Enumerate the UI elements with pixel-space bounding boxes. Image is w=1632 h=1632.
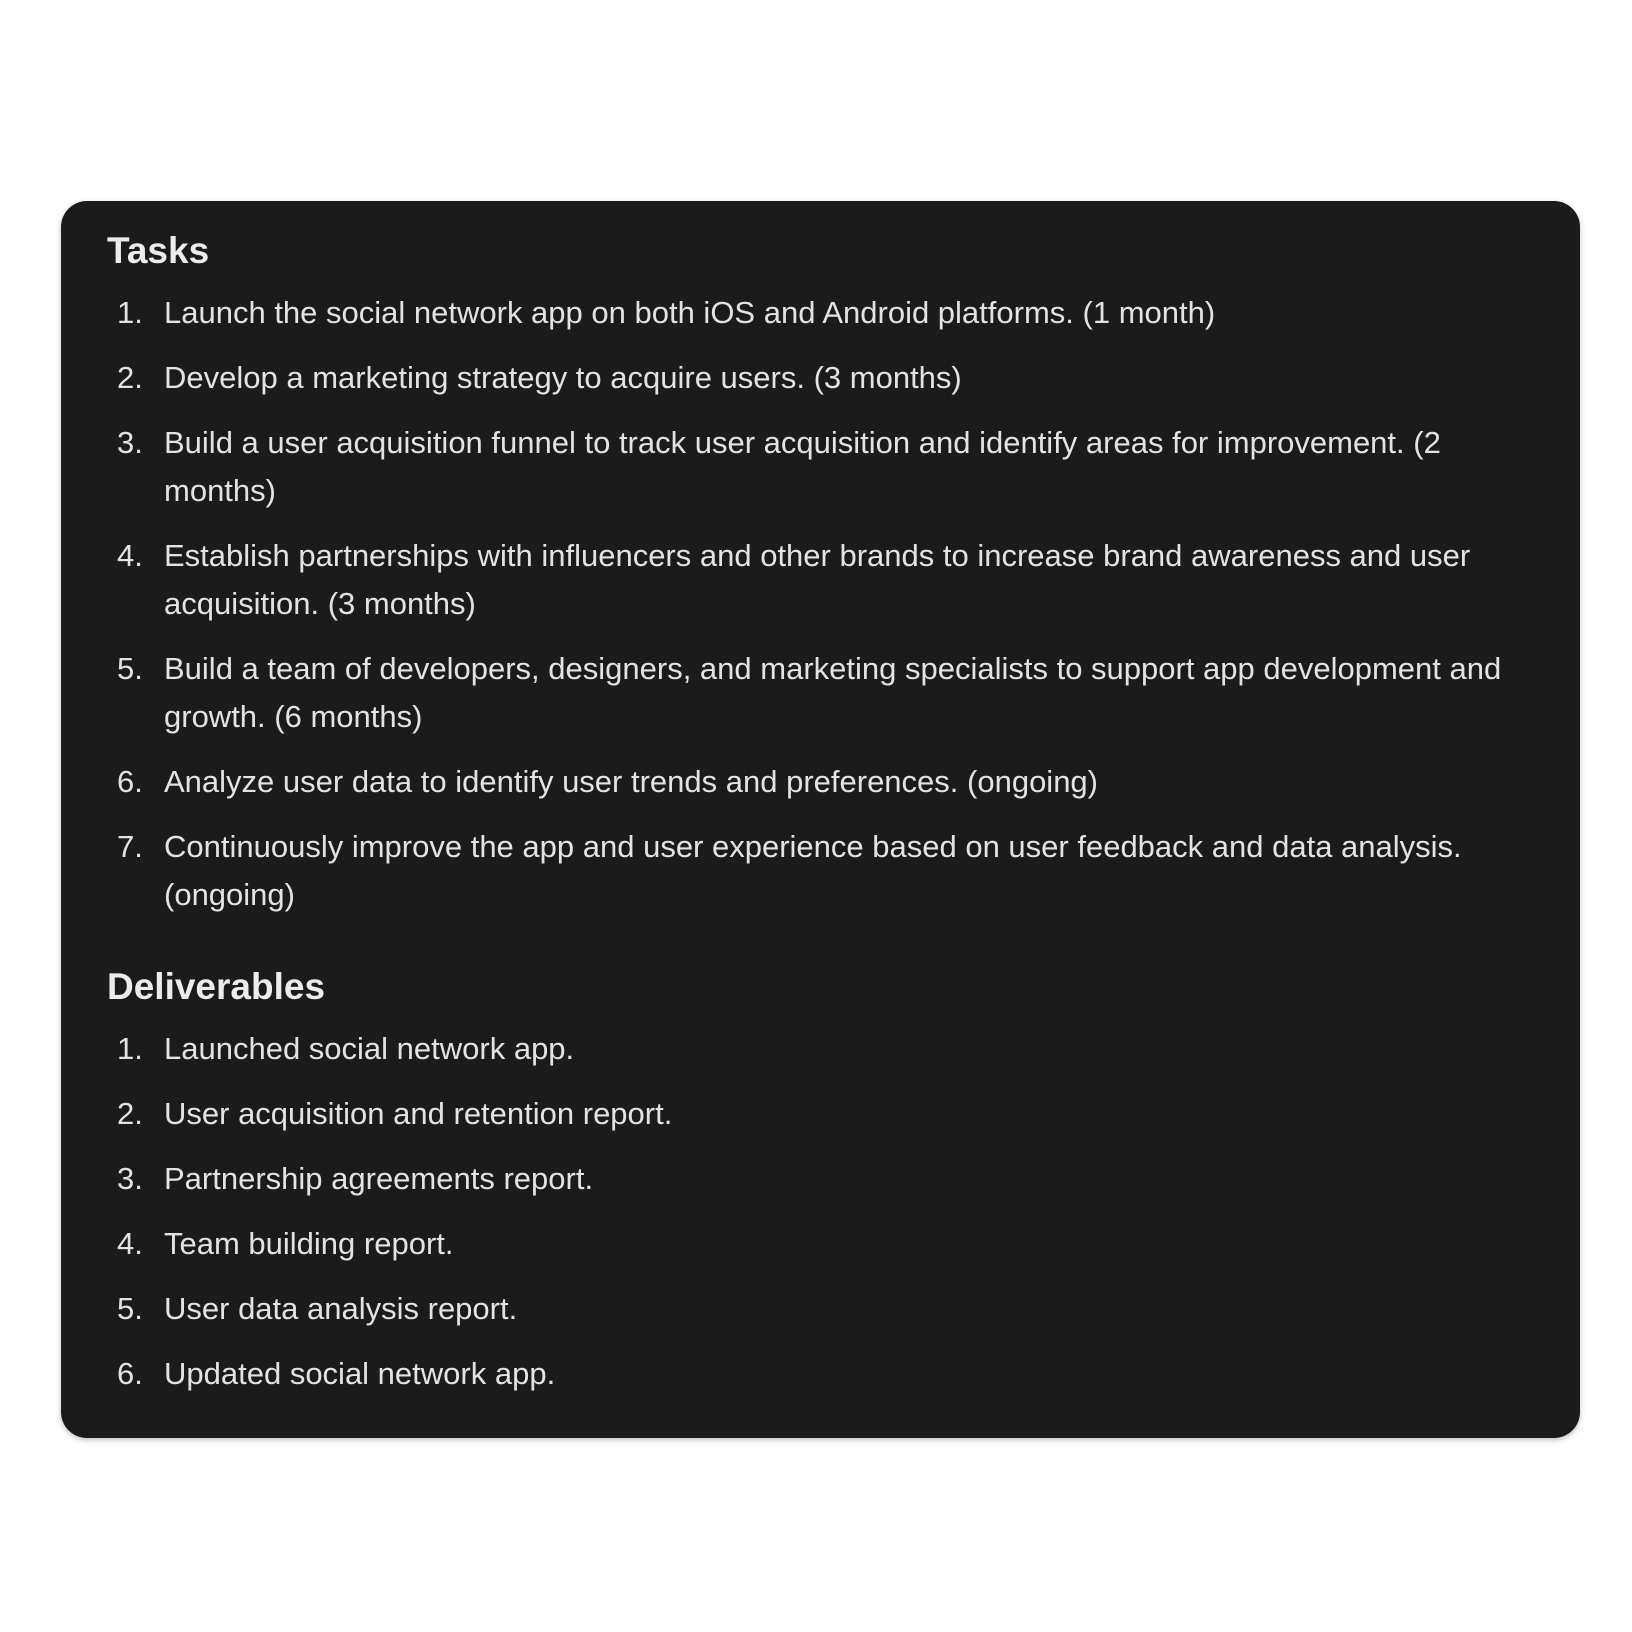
list-number: 4.	[117, 1226, 143, 1261]
list-number: 4.	[117, 538, 143, 573]
list-number: 2.	[117, 360, 143, 395]
task-item	[107, 758, 1534, 806]
list-number: 6.	[117, 1356, 143, 1391]
task-item	[107, 645, 1534, 741]
task-item	[107, 419, 1534, 515]
deliverables-list	[107, 1025, 1534, 1398]
deliverable-text: User data analysis report.	[164, 1291, 518, 1326]
task-item	[107, 354, 1534, 402]
task-item	[107, 532, 1534, 628]
tasks-list	[107, 289, 1534, 919]
deliverables-heading: Deliverables	[107, 966, 326, 1007]
list-number: 2.	[117, 1096, 143, 1131]
deliverable-item	[107, 1350, 1534, 1398]
deliverable-text: Updated social network app.	[164, 1356, 556, 1391]
task-text: Establish partnerships with influencers and other brands to increase brand awareness and user acquisition. (3 months)	[164, 538, 1471, 621]
deliverable-text: User acquisition and retention report.	[164, 1096, 673, 1131]
deliverable-text: Partnership agreements report.	[164, 1161, 594, 1196]
list-number: 1.	[117, 1031, 143, 1066]
list-number: 5.	[117, 1291, 143, 1326]
task-item	[107, 289, 1534, 337]
list-number: 5.	[117, 651, 143, 686]
deliverable-text: Launched social network app.	[164, 1031, 575, 1066]
task-text: Launch the social network app on both iOS and Android platforms. (1 month)	[164, 295, 1216, 330]
list-number: 6.	[117, 764, 143, 799]
deliverable-item	[107, 1285, 1534, 1333]
task-text: Continuously improve the app and user experience based on user feedback and data analysis. (ongoing)	[164, 829, 1462, 912]
task-text: Build a team of developers, designers, and marketing specialists to support app development and growth. (6 months)	[164, 651, 1502, 734]
list-number: 3.	[117, 1161, 143, 1196]
deliverable-text: Team building report.	[164, 1226, 454, 1261]
list-number: 7.	[117, 829, 143, 864]
task-text: Develop a marketing strategy to acquire users. (3 months)	[164, 360, 962, 395]
task-text: Analyze user data to identify user trends and preferences. (ongoing)	[164, 764, 1098, 799]
list-number: 1.	[117, 295, 143, 330]
deliverable-item	[107, 1025, 1534, 1073]
task-item	[107, 823, 1534, 919]
deliverable-item	[107, 1155, 1534, 1203]
deliverable-item	[107, 1220, 1534, 1268]
list-number: 3.	[117, 425, 143, 460]
tasks-heading: Tasks	[107, 230, 210, 271]
task-text: Build a user acquisition funnel to track user acquisition and identify areas for improvement. (2 months)	[164, 425, 1441, 508]
deliverable-item	[107, 1090, 1534, 1138]
content-card	[61, 201, 1580, 1438]
